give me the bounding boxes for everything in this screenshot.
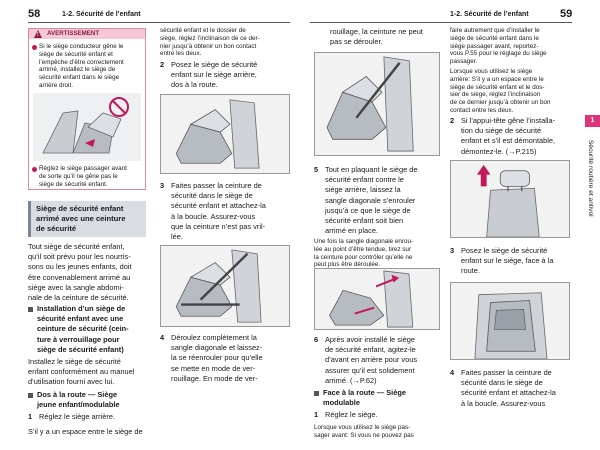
- step-1-forward-facing: 1 Réglez le siège.: [314, 410, 378, 419]
- section-heading: Siège de sécurité enfant arrimé avec une ceinture de sécurité: [36, 204, 126, 234]
- step-2-rear-facing: 2 Posez le siège de sécurité enfant sur le siège arrière, dos à la route.: [160, 60, 258, 90]
- step-2-forward-facing: 2 Si l’appui-tête gêne l’installa- tion du siège de sécurité enfant et s’il est démontable, démontez-le. (→P.215): [450, 116, 556, 156]
- right-page-number: 59: [560, 8, 573, 20]
- forward-facing-seat-illustration: [450, 282, 570, 360]
- warning-box: [28, 28, 146, 190]
- col3-top-text: rouillage, la ceinture ne peut pas se dérouler.: [330, 27, 423, 47]
- warning-header: ! AVERTISSEMENT: [29, 29, 145, 39]
- step-4-forward-facing: 4 Faites passer la ceinture de sécurité dans le siège de sécurité enfant et attachez-la à la boucle. Assurez-vous: [450, 368, 556, 408]
- warning-item-1: Si le siège conducteur gêne le siège de sécurité enfant et l’empêche d’être correctement arrimé, installez le siège de sécurité enfant dans le siège arrière droit.: [39, 43, 124, 89]
- chapter-tab: 1: [585, 115, 600, 127]
- step-6-rear-facing: 6 Après avoir installé le siège de sécurité enfant, agitez-le d’avant en arrière pour vous assurer qu’il est solidement arrimé. (→P.62): [314, 335, 418, 385]
- install-paragraph: Installez le siège de sécurité enfant conformément au manuel d’utilisation fourni avec lui.: [28, 357, 135, 387]
- square-bullet-icon: [28, 393, 33, 398]
- col4-top-text: faire autrement que d’installer le siège de sécurité enfant dans le siège passager avant, reportez- vous P.55 pour le réglage du siège passager.: [450, 27, 547, 66]
- rear-facing-seat-illustration: [160, 94, 290, 174]
- left-section-title: 1-2. Sécurité de l’enfant: [62, 11, 141, 18]
- step-1-rear-facing: 1 Réglez le siège arrière.: [28, 412, 115, 421]
- step-4-rear-facing: 4 Déroulez complètement la sangle diagonale et laissez- la se réenrouler pour qu’elle se mette en mode de ver- rouillage. En mode de ver-: [160, 333, 263, 383]
- chapter-side-label: Sécurité routière et antivol: [587, 140, 594, 217]
- right-header-rule: [310, 22, 572, 23]
- bullet-icon: [32, 45, 37, 50]
- step-3-forward-facing: 3 Posez le siège de sécurité enfant sur le siège, face à la route.: [450, 246, 554, 276]
- step-5-rear-facing: 5 Tout en plaquant le siège de sécurité enfant contre le siège arrière, laissez la sangle diagonale s’enrouler jusqu’à ce que le siège de sécurité enfant soit bien arrimé en place.: [314, 165, 418, 236]
- col3-last-lines: Lorsque vous utilisez le siège pas- sager avant: Si vous ne pouvez pas: [314, 424, 414, 439]
- secure-check-illustration: [314, 268, 440, 330]
- warning-triangle-icon: !: [34, 30, 42, 38]
- left-page-number: 58: [28, 8, 41, 20]
- rear-seat-paragraph: Lorsque vous utilisez le siège arrière: S’il y a un espace entre le siège de sécurité enfant et le dos- sier de siège, réglez l’inclinaison de ce dernier jusqu’à obtenir un bon contact entre les deux.: [450, 68, 551, 114]
- subheading-forward-facing: Face à la route — Siège modulable: [323, 388, 406, 408]
- square-bullet-icon: [28, 307, 33, 312]
- section-heading-box: [28, 201, 146, 237]
- right-section-title: 1-2. Sécurité de l’enfant: [450, 11, 529, 18]
- col2-top-text: sécurité enfant et le dossier de siège, réglez l’inclinaison de ce der- nier jusqu’à obtenir un bon contact entre les deux.: [160, 27, 260, 58]
- belt-routing-illustration: [160, 245, 290, 327]
- left-header-rule: [28, 22, 290, 23]
- intro-paragraph: Tout siège de sécurité enfant, qu’il soit prévu pour les nourris- sons ou les jeunes enfants, doit être convenablement arrimé au siège avec la sangle abdomi- nale de la ceinture de sécurité.: [28, 242, 132, 303]
- col1-last-line: S’il y a un espace entre le siège de: [28, 427, 143, 436]
- subheading-rear-facing: Dos à la route — Siège jeune enfant/modulable: [37, 390, 120, 410]
- subheading-seatbelt-install: Installation d’un siège de sécurité enfant avec une ceinture de sécurité (cein- ture à verrouillage pour siège de sécurité enfant): [37, 304, 129, 354]
- step-3-rear-facing: 3 Faites passer la ceinture de sécurité dans le siège de sécurité enfant et attachez-la à la boucle. Assurez-vous que la ceinture n’est pas vril- lée.: [160, 181, 266, 242]
- seat-interference-illustration: [33, 93, 141, 161]
- locking-mode-illustration: [314, 52, 440, 156]
- headrest-removal-illustration: [450, 160, 570, 238]
- bullet-icon: [32, 167, 37, 172]
- warning-item-2: Réglez le siège passager avant de sorte qu’il ne gêne pas le siège de sécurité enfant.: [39, 165, 127, 188]
- retract-note: Une fois la sangle diagonale enrou- lée au point d’être tendue, tirez sur la ceinture pour contrôler qu’elle ne peut plus être déroulée.: [314, 238, 414, 269]
- square-bullet-icon: [314, 391, 319, 396]
